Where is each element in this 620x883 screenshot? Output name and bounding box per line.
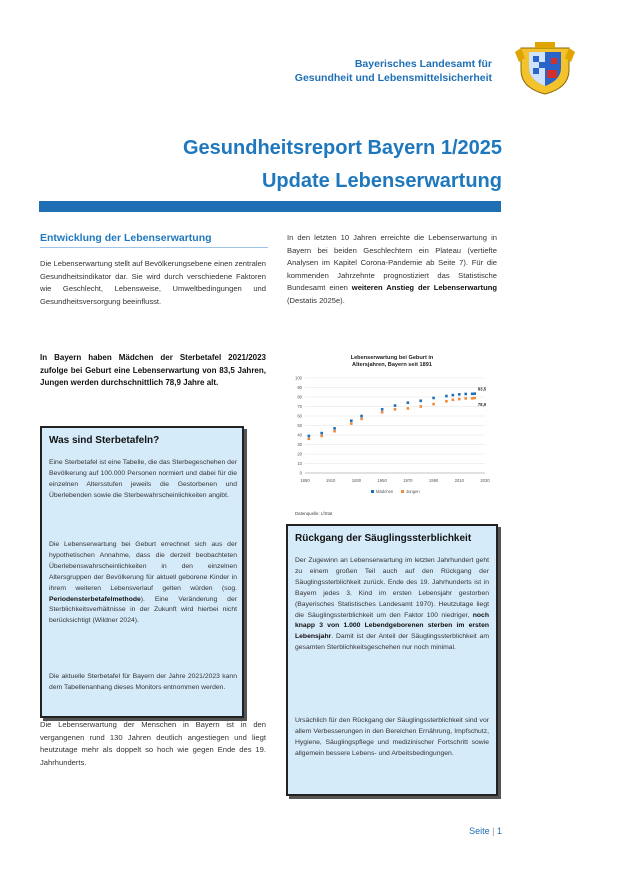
- y-tick-label: 10: [297, 461, 302, 467]
- chart-title-line-2: Altersjahren, Bayern seit 1891: [352, 362, 432, 368]
- data-point-jungen: [407, 407, 410, 410]
- data-point-jungen: [394, 408, 397, 411]
- info-box-text: . Damit ist der Anteil der Säuglingssterblichkeit am gesamten Sterblichkeitsgeschehen nur noch minimal.: [295, 633, 489, 652]
- title-line-1: Gesundheitsreport Bayern 1/2025: [182, 137, 502, 159]
- data-point-maedchen: [464, 393, 467, 396]
- legend-marker-jungen: [401, 490, 404, 493]
- info-box-paragraph-2: Ursächlich für den Rückgang der Säuglingssterblichkeit sind vor allem Verbesserungen in den Bereichen Ernährung, Impfschutz, Hygiene, Säuglingspflege und medizinischer Fortschritt sowie allgemein bessere Lebens- und Arbeitsbedingungen.: [295, 717, 489, 757]
- info-box-paragraph-2: [49, 540, 237, 627]
- y-tick-label: 70: [297, 404, 302, 410]
- data-point-jungen: [473, 397, 476, 400]
- intro-paragraph: Die Lebenserwartung stellt auf Bevölkerungsebene einen zentralen Gesundheitsindikator dar. Sie wird durch verschiedene Faktoren wie Geschlecht, Lebensweise, Umweltbedingungen und Gesundheitsversorgung beeinflusst.: [40, 259, 266, 306]
- x-tick-label: 2030: [480, 478, 490, 483]
- legend-label-maedchen: Mädchen: [376, 489, 394, 494]
- data-point-maedchen: [381, 408, 384, 411]
- life-expectancy-chart: [287, 345, 497, 520]
- data-point-jungen: [432, 403, 435, 406]
- legend-label-jungen: Jungen: [406, 489, 420, 494]
- legend-marker-maedchen: [371, 490, 374, 493]
- data-point-jungen: [419, 405, 422, 408]
- y-tick-label: 80: [297, 394, 302, 400]
- info-box-heading: Rückgang der Säuglingssterblichkeit: [295, 533, 472, 544]
- info-box-bold-term: noch knapp 3 von 1.000 Lebendgeborenen sterben im ersten Lebensjahr: [295, 611, 489, 641]
- y-tick-label: 90: [297, 385, 302, 391]
- data-label-maedchen: 83,5: [477, 386, 487, 392]
- data-point-maedchen: [394, 404, 397, 407]
- x-tick-label: 1910: [326, 478, 336, 483]
- data-point-jungen: [308, 438, 311, 441]
- title-line-2: Update Lebenserwartung: [261, 170, 502, 192]
- paragraph-bold: weiteren Anstieg der Lebenserwartung: [351, 283, 497, 293]
- x-tick-label: 1890: [300, 478, 310, 483]
- plateau-paragraph: [287, 232, 497, 308]
- page-label: Seite: [469, 826, 490, 836]
- info-box-paragraph-3: Die aktuelle Sterbetafel für Bayern der Jahre 2021/2023 kann dem Tabellenanhang dieses Monitors entnommen werden.: [49, 673, 237, 691]
- info-box-saeuglingssterblichkeit: [286, 524, 498, 796]
- y-tick-label: 20: [297, 451, 302, 457]
- data-point-maedchen: [432, 397, 435, 400]
- info-box-heading: Was sind Sterbetafeln?: [49, 435, 160, 446]
- y-tick-label: 0: [299, 470, 302, 476]
- page-separator: |: [492, 826, 495, 836]
- agency-line-2: Gesundheit und Lebensmittelsicherheit: [294, 72, 492, 84]
- y-tick-label: 30: [297, 442, 302, 448]
- y-tick-label: 40: [297, 432, 302, 438]
- data-point-maedchen: [452, 394, 455, 397]
- x-tick-label: 1950: [377, 478, 387, 483]
- data-point-jungen: [320, 435, 323, 438]
- chart-title-line-1: Lebenserwartung bei Geburt in: [350, 355, 434, 361]
- info-box-sterbetafeln: [40, 426, 244, 718]
- data-point-maedchen: [350, 419, 353, 422]
- info-box-bold-term: Periodensterbetafelmethode: [49, 595, 141, 603]
- info-box-text: Der Zugewinn an Lebenserwartung im letzten Jahrhundert geht zu einem großen Teil auch auf den Rückgang der Säuglingssterblichkeit zurück. Ende des 19. Jahrhunderts ist in Bayern jedes 3. Kind im ersten Lebensjahr gestorben (Bayerisches Statistisches Landesamt 1970). Heutzutage liegt die Säuglingssterblichkeit um den Faktor 100 niedriger,: [295, 557, 489, 619]
- data-point-maedchen: [471, 393, 474, 396]
- title-divider: [39, 201, 501, 212]
- bavarian-coat-of-arms-icon: [513, 40, 577, 96]
- history-paragraph: Die Lebenserwartung der Menschen in Bayern ist in den vergangenen rund 130 Jahren deutlich angestiegen und liegt heutzutage mehr als doppelt so hoch wie gegen Ende des 19. Jahrhunderts.: [40, 720, 266, 767]
- data-point-jungen: [464, 397, 467, 400]
- data-point-jungen: [381, 411, 384, 414]
- x-tick-label: 1970: [403, 478, 413, 483]
- section-heading-underline: [40, 247, 268, 248]
- data-label-jungen: 78,9: [477, 402, 487, 408]
- chart-source: Datenquelle: LfStat: [295, 511, 333, 516]
- section-heading: Entwicklung der Lebenserwartung: [40, 232, 212, 244]
- paragraph-text: (Destatis 2025e).: [287, 295, 345, 305]
- data-point-maedchen: [333, 427, 336, 430]
- page-number: [469, 826, 502, 836]
- report-title: [183, 132, 502, 198]
- data-point-maedchen: [308, 435, 311, 438]
- data-point-maedchen: [419, 400, 422, 403]
- x-tick-label: 2010: [454, 478, 464, 483]
- data-point-maedchen: [473, 392, 476, 395]
- data-point-maedchen: [360, 415, 363, 418]
- data-point-jungen: [458, 398, 461, 401]
- data-point-maedchen: [407, 401, 410, 404]
- data-point-maedchen: [445, 395, 448, 398]
- info-box-paragraph-1: Eine Sterbetafel ist eine Tabelle, die das Sterbegeschehen der Bevölkerung auf 100.000 Personen normiert und dabei für die einzelnen Altersstufen jeweils die Gestorbenen und Überlebenden sowie die Sterbewahrscheinlichkeiten angibt.: [49, 459, 237, 499]
- info-box-paragraph-1: [295, 556, 489, 654]
- info-box-text: ). Eine Veränderung der Sterblichkeitsverhältnisse in der Zukunft wird hierbei nicht berücksichtigt (Wildner 2024).: [49, 595, 237, 625]
- y-tick-label: 60: [297, 413, 302, 419]
- y-tick-label: 50: [297, 423, 302, 429]
- data-point-jungen: [360, 418, 363, 421]
- data-point-maedchen: [458, 393, 461, 396]
- data-point-jungen: [471, 397, 474, 400]
- page-number-value: 1: [496, 826, 502, 836]
- data-point-jungen: [452, 399, 455, 402]
- info-box-text: Die Lebenserwartung bei Geburt errechnet sich aus der hypothetischen Annahme, dass die derzeit beobachteten Überlebenswahrscheinlichkeiten in den einzelnen Altersgruppen der Bevölkerung für aktuell geborene Kinder in ihrem weiteren Lebensverlauf gelten würden (sog.: [49, 541, 237, 592]
- data-point-jungen: [333, 430, 336, 433]
- paragraph-text: In den letzten 10 Jahren erreichte die Lebenserwartung in Bayern bei beiden Geschlechtern ein Plateau (vertiefte Analysen im Kapitel Corona-Pandemie ab Seite 7). Für die kommenden Jahrzehnte prognostiziert das Statistische Bundesamt einen: [287, 233, 497, 293]
- data-point-maedchen: [320, 432, 323, 435]
- x-tick-label: 1930: [351, 478, 362, 483]
- y-tick-label: 100: [295, 375, 302, 381]
- x-tick-label: 1990: [428, 478, 439, 483]
- agency-line-1: Bayerisches Landesamt für: [354, 58, 492, 70]
- key-finding-paragraph: In Bayern haben Mädchen der Sterbetafel 2021/2023 zufolge bei Geburt eine Lebenserwartung von 83,5 Jahren, Jungen werden durchschnittlich 78,9 Jahre alt.: [40, 353, 266, 388]
- data-point-jungen: [350, 422, 353, 425]
- agency-name: [295, 57, 492, 85]
- data-point-jungen: [445, 400, 448, 403]
